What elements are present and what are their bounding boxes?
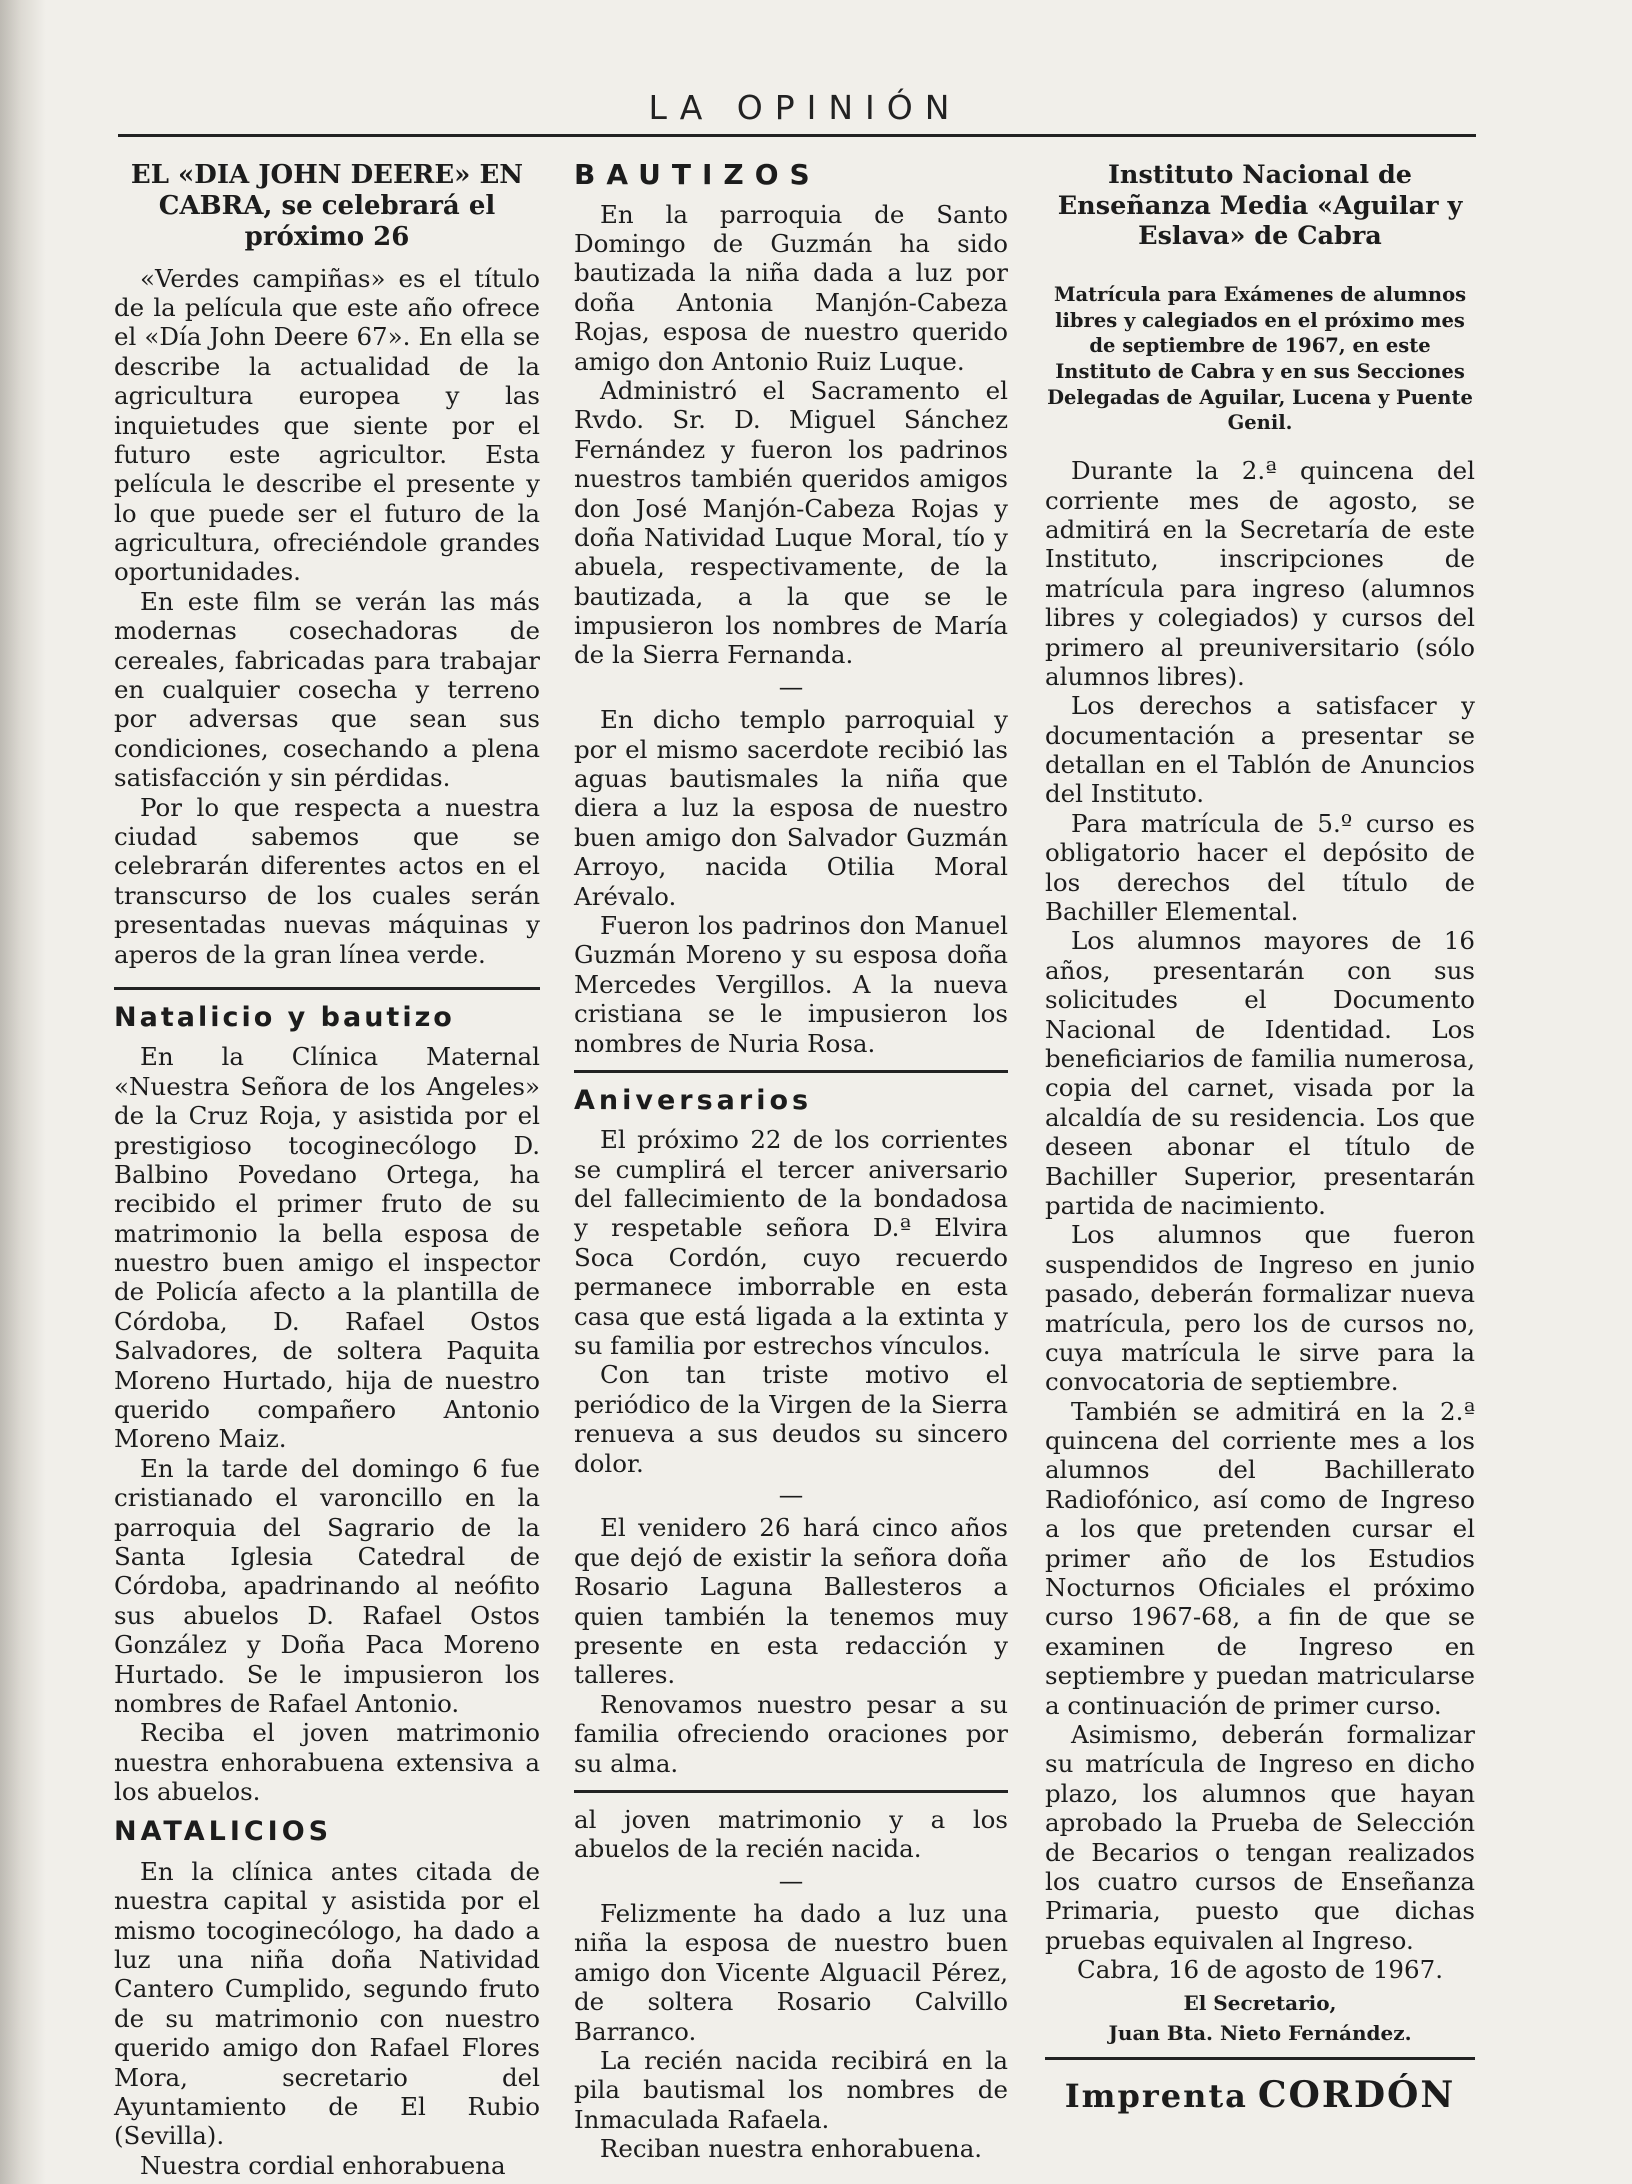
institute-announcement-body xyxy=(1045,456,1475,2044)
article-title-john-deere: EL «DIA JOHN DEERE» EN CABRA, se celebrará el próximo 26 xyxy=(130,160,524,253)
paragraph: Fueron los padrinos don Manuel Guzmán Moreno y su esposa doña Mercedes Vergillos. A la nueva cristiana se le impusieron los nombres de Nuria Rosa. xyxy=(574,910,1008,1058)
paragraph: En este film se verán las más modernas cosechadoras de cereales, fabricadas para trabajar en cualquier cosecha y terreno por adversas que sean sus condiciones, cosechando a plena satisfacción y sin pérdidas. xyxy=(114,586,540,793)
ad-prefix: Imprenta xyxy=(1064,2076,1248,2115)
enrollment-notice: Matrícula para Exámenes de alumnos libres y calegiados en el próximo mes de septiembre de 1967, en este Instituto de Cabra y en sus Secciones Delegadas de Aguilar, Lucena y Puente Genil. xyxy=(1047,282,1473,435)
article-title-natalicio: Natalicio y bautizo xyxy=(114,1001,455,1033)
paragraph: Nuestra cordial enhorabuena xyxy=(140,2150,506,2180)
page-binding-shadow xyxy=(0,0,46,2184)
printer-advertisement xyxy=(1045,2074,1475,2117)
column-left xyxy=(114,150,540,2180)
dash-separator: — xyxy=(778,1480,804,1509)
article-body-aniversarios xyxy=(574,1125,1008,1778)
paragraph: Administró el Sacramento el Rvdo. Sr. D. Miguel Sánchez Fernández y fueron los padrinos nuestros también queridos amigos don José Manjón-Cabeza Rojas y doña Natividad Luque Moral, tío y abuela, respectivamente, de la bautizada, a la que se le impusieron los nombres de María de la Sierra Fernanda. xyxy=(574,375,1008,670)
paragraph: En la clínica antes citada de nuestra capital y asistida por el mismo tocoginecólogo, ha dado a luz una niña doña Natividad Cantero Cumplido, segundo fruto de su matrimonio con nuestro querido amigo don Rafael Flores Mora, secretario del Ayuntamiento de El Rubio (Sevilla). xyxy=(114,1856,540,2151)
date-line: Cabra, 16 de agosto de 1967. xyxy=(1077,1955,1443,1985)
paragraph: Felizmente ha dado a luz una niña la esposa de nuestro buen amigo don Vicente Alguacil Pérez, de soltera Rosario Calvillo Barranco. xyxy=(574,1899,1008,2046)
paragraph: Durante la 2.ª quincena del corriente mes de agosto, se admitirá en la Secretaría de este Instituto, inscripciones de matrícula para ingreso (alumnos libres y colegiados) y cursos del primero al preuniversitario (sólo alumnos libres). xyxy=(1045,456,1475,691)
article-body-natalicios xyxy=(114,1857,540,2180)
column-middle xyxy=(574,150,1008,2164)
paragraph: Los derechos a satisfacer y documentación a presentar se detallan en el Tablón de Anuncios del Instituto. xyxy=(1045,691,1475,809)
paragraph: La recién nacida recibirá en la pila bautismal los nombres de Inmaculada Rafaela. xyxy=(574,2046,1008,2134)
paragraph: El venidero 26 hará cinco años que dejó de existir la señora doña Rosario Laguna Ballesteros a quien también la tenemos muy presente en esta redacción y talleres. xyxy=(574,1513,1008,1690)
paragraph: El próximo 22 de los corrientes se cumplirá el tercer aniversario del fallecimiento de la bondadosa y respetable señora D.ª Elvira Soca Cordón, cuyo recuerdo permanece imborrable en esta casa que está ligada a la extinta y su familia por estrechos vínculos. xyxy=(574,1125,1008,1361)
paragraph: «Verdes campiñas» es el título de la película que este año ofrece el «Día John Deere 67». En ella se describe la actualidad de la agricultura europea y las inquietudes que siente por el futuro este agricultor. Esta película le describe el presente y lo que puede ser el futuro de la agricultura, ofreciéndole grandes oportunidades. xyxy=(114,263,540,587)
paragraph: En la tarde del domingo 6 fue cristianado el varoncillo en la parroquia del Sagrario de la Santa Iglesia Catedral de Córdoba, apadrinando al neófito sus abuelos D. Rafael Ostos González y Doña Paca Moreno Hurtado. Se le impusieron los nombres de Rafael Antonio. xyxy=(114,1453,540,1718)
paragraph: En la Clínica Maternal «Nuestra Señora de los Angeles» de la Cruz Roja, y asistida por el prestigioso tocoginecólogo D. Balbino Povedano Ortega, ha recibido el primer fruto de su matrimonio la bella esposa de nuestro buen amigo el inspector de Policía afecto a la plantilla de Córdoba, D. Rafael Ostos Salvadores, de soltera Paquita Moreno Hurtado, hija de nuestro querido compañero Antonio Moreno Maiz. xyxy=(114,1042,540,1454)
paragraph: Para matrícula de 5.º curso es obligatorio hacer el depósito de los derechos del título de Bachiller Elemental. xyxy=(1045,808,1475,927)
section-divider xyxy=(574,1070,1008,1073)
section-divider xyxy=(574,1790,1008,1793)
paragraph: Asimismo, deberán formalizar su matrícula de Ingreso en dicho plazo, los alumnos que hayan aprobado la Prueba de Selección de Becarios o tengan realizados los cuatro cursos de Enseñanza Primaria, puesto que dichas pruebas equivalen al Ingreso. xyxy=(1045,1719,1475,1955)
article-title-natalicios: NATALICIOS xyxy=(114,1816,333,1848)
section-divider xyxy=(1045,2057,1475,2060)
paragraph: En dicho templo parroquial y por el mismo sacerdote recibió las aguas bautismales la niña que diera a luz la esposa de nuestro buen amigo don Salvador Guzmán Arroyo, nacida Otilia Moral Arévalo. xyxy=(574,705,1008,911)
article-body-bautizos xyxy=(574,200,1008,1058)
article-body-natalicio xyxy=(114,1042,540,1806)
paragraph: Por lo que respecta a nuestra ciudad sabemos que se celebrarán diferentes actos en el transcurso de los cuales serán presentadas nuevas máquinas y aperos de la gran línea verde. xyxy=(114,792,540,969)
article-title-aniversarios: Aniversarios xyxy=(574,1084,813,1116)
article-body-john-deere xyxy=(114,264,540,969)
masthead-rule xyxy=(118,134,1476,137)
paragraph: En la parroquia de Santo Domingo de Guzmán ha sido bautizada la niña dada a luz por doña Antonia Manjón-Cabeza Rojas, esposa de nuestro querido amigo don Antonio Ruiz Luque. xyxy=(574,199,1008,376)
paragraph: Los alumnos que fueron suspendidos de Ingreso en junio pasado, deberán formalizar nueva matrícula, pero los de cursos no, cuya matrícula le sirve para la convocatoria de septiembre. xyxy=(1045,1220,1475,1397)
column-right xyxy=(1045,150,1475,2117)
signature-role: El Secretario, xyxy=(1183,1990,1337,2015)
masthead-title: LA OPINIÓN xyxy=(648,88,962,127)
section-divider xyxy=(114,987,540,990)
paragraph: Reciba el joven matrimonio nuestra enhorabuena extensiva a los abuelos. xyxy=(114,1718,540,1807)
paragraph: al joven matrimonio y a los abuelos de la recién nacida. xyxy=(574,1804,1008,1864)
paragraph: También se admitirá en la 2.ª quincena del corriente mes a los alumnos del Bachillerato Radiofónico, así como de Ingreso a los que pretenden cursar el primer año de los Estudios Nocturnos Oficiales el próximo curso 1967-68, a fin de que se examinen de Ingreso en septiembre y puedan matricularse a continuación de primer curso. xyxy=(1045,1396,1475,1720)
institute-title: Instituto Nacional de Enseñanza Media «Aguilar y Eslava» de Cabra xyxy=(1057,160,1463,252)
article-body-continued xyxy=(574,1805,1008,2164)
paragraph: Los alumnos mayores de 16 años, presentarán con sus solicitudes el Documento Nacional de Identidad. Los beneficiarios de familia numerosa, copia del carnet, visada por la alcaldía de su residencia. Los que deseen abonar el título de Bachiller Superior, presentarán partida de nacimiento. xyxy=(1045,926,1475,1220)
signature-name: Juan Bta. Nieto Fernández. xyxy=(1108,2020,1412,2045)
article-title-bautizos: BAUTIZOS xyxy=(574,158,821,191)
paragraph: Con tan triste motivo el periódico de la Virgen de la Sierra renueva a sus deudos su sincero dolor. xyxy=(574,1360,1008,1478)
dash-separator: — xyxy=(778,1865,804,1895)
paragraph: Reciban nuestra enhorabuena. xyxy=(599,2134,983,2164)
ad-brand: CORDÓN xyxy=(1257,2073,1456,2116)
paragraph: Renovamos nuestro pesar a su familia ofreciendo oraciones por su alma. xyxy=(574,1689,1008,1778)
dash-separator: — xyxy=(778,671,804,701)
